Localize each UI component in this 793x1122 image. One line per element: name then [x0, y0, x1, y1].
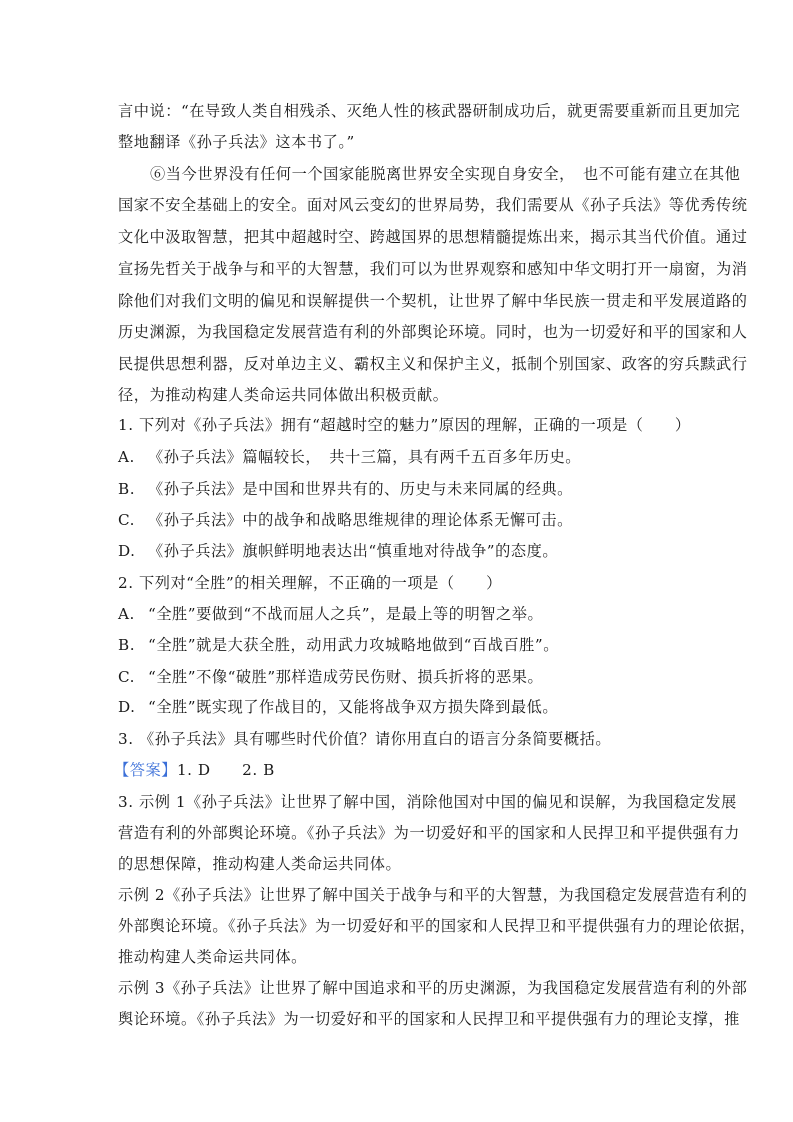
question-2-option-c [118, 667, 543, 687]
option-letter: B. [118, 636, 136, 654]
question-2-option-a [118, 604, 543, 624]
option-text: “全胜”既实现了作战目的，又能将战争双方损失降到最低。 [148, 698, 559, 716]
question-2-stem: 2. 下列对“全胜”的相关理解，不正确的一项是（ ） [118, 574, 502, 592]
option-text: 《孙子兵法》中的战争和战略思维规律的理论体系无懈可击。 [148, 511, 573, 529]
answer-3-line: 3. 示例 1《孙子兵法》让世界了解中国，消除他国对中国的偏见和误解，为我国稳定发展 [118, 793, 737, 811]
question-1-option-d [118, 541, 558, 561]
answer-3-line: 推动构建人类命运共同体。 [118, 948, 307, 966]
paragraph-6-line: 历史渊源，为我国稳定发展营造有利的外部舆论环境。同时，也为一切爱好和平的国家和人 [118, 323, 748, 341]
paragraph-6-line: 除他们对我们文明的偏见和误解提供一个契机，让世界了解中华民族一贯走和平发展道路的 [118, 292, 748, 310]
answer-choices: 1. D 2. B [176, 761, 275, 779]
option-text: 《孙子兵法》旗帜鲜明地表达出“慎重地对待战争”的态度。 [148, 542, 559, 560]
answer-3-line: 营造有利的外部舆论环境。《孙子兵法》为一切爱好和平的国家和人民捍卫和平提供强有力 [118, 824, 740, 842]
paragraph-6-line: 文化中汲取智慧，把其中超越时空、跨越国界的思想精髓提炼出来，揭示其当代价值。通过 [118, 228, 748, 246]
option-letter: A. [118, 605, 135, 623]
passage-line: 言中说：“在导致人类自相残杀、灭绝人性的核武器研制成功后，就更需要重新而且更加完 [118, 102, 741, 120]
question-1-stem: 1. 下列对《孙子兵法》拥有“超越时空的魅力”原因的理解，正确的一项是（ ） [118, 416, 691, 434]
question-3-stem: 3. 《孙子兵法》具有哪些时代价值？请你用直白的语言分条简要概括。 [118, 730, 612, 748]
answer-3-line: 舆论环境。《孙子兵法》为一切爱好和平的国家和人民捍卫和平提供强有力的理论支撑，推 [118, 1010, 740, 1028]
option-text: “全胜”不像“破胜”那样造成劳民伤财、损兵折将的恶果。 [148, 668, 544, 686]
paragraph-6-line: 宣扬先哲关于战争与和平的大智慧，我们可以为世界观察和感知中华文明打开一扇窗，为消 [118, 260, 748, 278]
question-2-option-b [118, 635, 559, 655]
option-text: “全胜”就是大获全胜，动用武力攻城略地做到“百战百胜”。 [148, 636, 559, 654]
question-1-option-b [118, 479, 573, 499]
answer-3-line: 示例 2《孙子兵法》让世界了解中国关于战争与和平的大智慧，为我国稳定发展营造有利的 [118, 886, 748, 904]
option-letter: C. [118, 511, 136, 529]
question-1-option-a [118, 447, 581, 467]
option-letter: C. [118, 668, 136, 686]
answer-label: 【答案】 [114, 761, 177, 779]
paragraph-6-line: 径，为推动构建人类命运共同体做出积极贡献。 [118, 386, 449, 404]
answer-3-line: 示例 3《孙子兵法》让世界了解中国追求和平的历史渊源，为我国稳定发展营造有利的外部 [118, 979, 748, 997]
passage-line: 整地翻译《孙子兵法》这本书了。” [118, 133, 355, 151]
paragraph-6-line: ⑥当今世界没有任何一个国家能脱离世界安全实现自身安全， 也不可能有建立在其他 [150, 165, 741, 183]
paragraph-6-line: 民提供思想利器，反对单边主义、霸权主义和保护主义，抵制个别国家、政客的穷兵黩武行 [118, 355, 748, 373]
option-text: “全胜”要做到“不战而屈人之兵”，是最上等的明智之举。 [148, 605, 544, 623]
answer-3-line: 的思想保障，推动构建人类命运共同体。 [118, 855, 402, 873]
question-2-option-d [118, 697, 558, 717]
option-text: 《孙子兵法》篇幅较长， 共十三篇，具有两千五百多年历史。 [148, 448, 582, 466]
answer-line [114, 760, 275, 780]
option-text: 《孙子兵法》是中国和世界共有的、历史与未来同属的经典。 [148, 480, 573, 498]
option-letter: D. [118, 698, 136, 716]
option-letter: A. [118, 448, 135, 466]
answer-3-line: 外部舆论环境。《孙子兵法》为一切爱好和平的国家和人民捍卫和平提供强有力的理论依据， [118, 917, 756, 935]
option-letter: D. [118, 542, 136, 560]
question-1-option-c [118, 510, 573, 530]
option-letter: B. [118, 480, 136, 498]
paragraph-6-line: 国家不安全基础上的安全。面对风云变幻的世界局势，我们需要从《孙子兵法》等优秀传统 [118, 196, 748, 214]
